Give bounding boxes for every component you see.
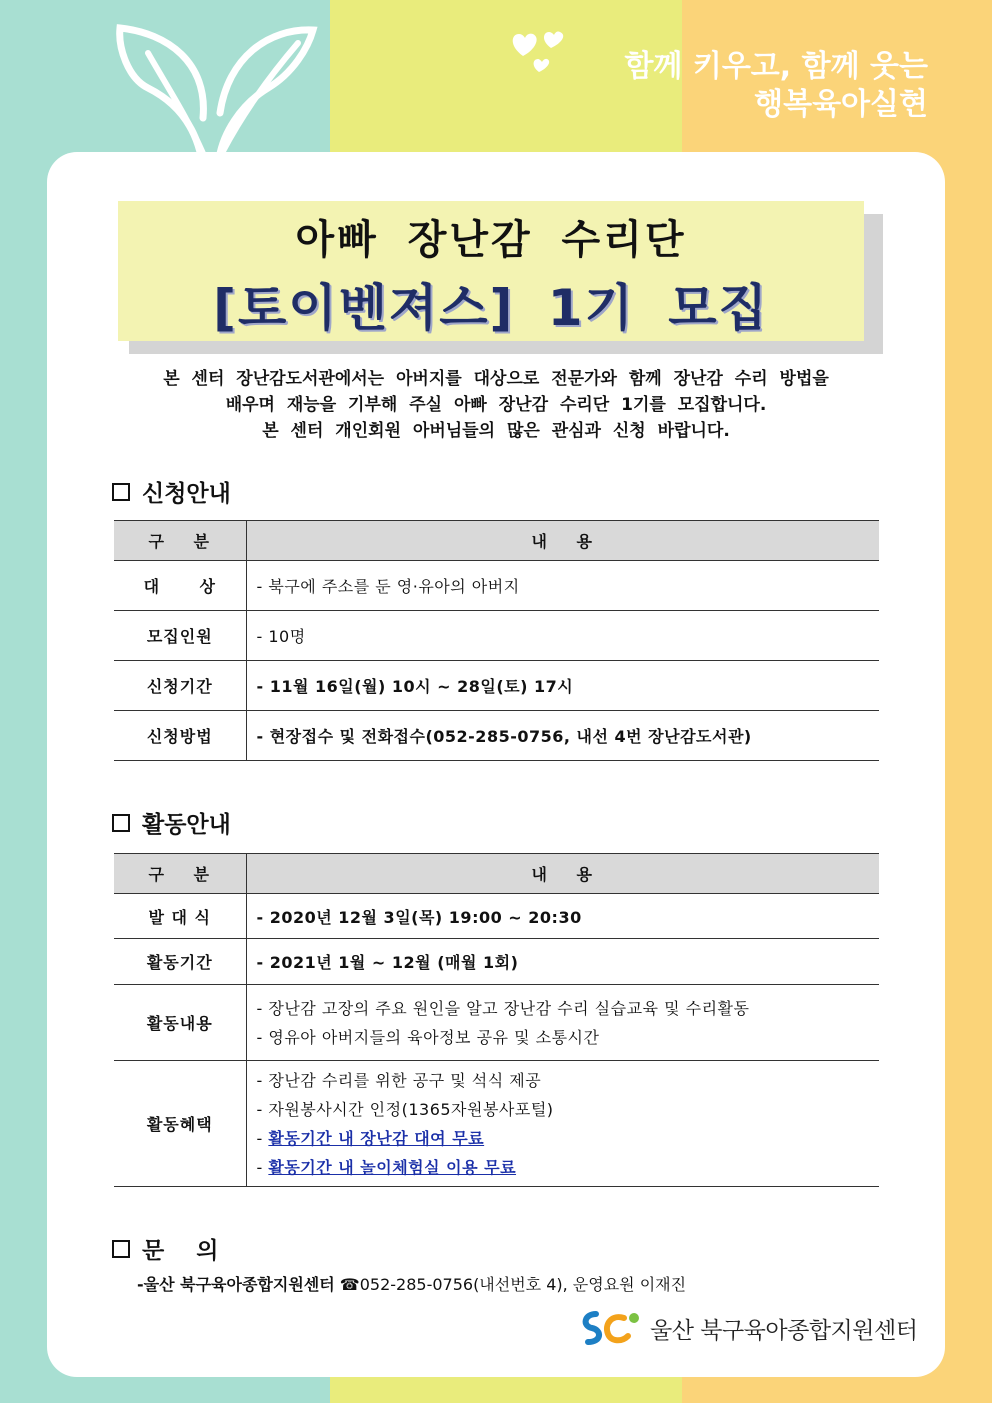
row-key: 신청방법	[114, 711, 246, 761]
title-line1: 아빠 장난감 수리단	[295, 217, 687, 263]
activity-heading-text: 활동안내	[142, 812, 231, 838]
benefit-line3	[257, 1124, 880, 1153]
intro-line1: 본 센터 장난감도서관에서는 아버지를 대상으로 전문가와 함께 장난감 수리 방법을	[163, 369, 829, 389]
benefit-line2: - 자원봉사시간 인정(1365자원봉사포털)	[256, 1099, 554, 1119]
benefit-playroom-link[interactable]: 활동기간 내 놀이체험실 이용 무료	[268, 1157, 517, 1177]
benefit-line3-prefix: -	[256, 1128, 269, 1148]
table-row	[114, 894, 879, 939]
inquiry-section-heading	[112, 1232, 218, 1265]
slogan-line1: 함께 키우고, 함께 웃는	[624, 49, 928, 84]
header-content: 내 용	[246, 854, 879, 894]
row-key: 모집인원	[114, 611, 246, 661]
row-value	[246, 985, 879, 1061]
table-row	[114, 711, 879, 761]
intro-text	[80, 366, 912, 444]
table-row	[114, 661, 879, 711]
title-line2: [토이벤져스] 1기 모집	[213, 279, 769, 337]
apply-table	[114, 520, 879, 761]
row-value	[246, 1061, 879, 1187]
footer-center-name: 울산 북구육아종합지원센터	[650, 1317, 918, 1344]
apply-heading-text: 신청안내	[142, 481, 231, 507]
table-header-row	[114, 854, 879, 894]
table-row	[114, 1061, 879, 1187]
inquiry-heading-text: 문 의	[142, 1238, 219, 1264]
table-row	[114, 985, 879, 1061]
row-key: 활동기간	[114, 939, 246, 985]
row-value: - 현장접수 및 전화접수(052-285-0756, 내선 4번 장난감도서관)	[246, 711, 879, 761]
row-key: 대 상	[114, 561, 246, 611]
slogan-line2: 행복육아실현	[754, 87, 928, 122]
activity-section-heading	[112, 806, 231, 839]
benefit-line1: - 장난감 수리를 위한 공구 및 석식 제공	[256, 1070, 542, 1090]
slogan	[624, 48, 928, 124]
contact-org: -울산 북구육아종합지원센터	[137, 1275, 335, 1294]
row-value: - 2021년 1월 ~ 12월 (매월 1회)	[246, 939, 879, 985]
row-key: 발 대 식	[114, 894, 246, 939]
row-key: 활동내용	[114, 985, 246, 1061]
intro-line3: 본 센터 개인회원 아버님들의 많은 관심과 신청 바랍니다.	[262, 421, 730, 441]
benefit-line4	[257, 1153, 880, 1182]
leaf-sprout-icon	[108, 18, 318, 168]
table-row	[114, 939, 879, 985]
table-row	[114, 561, 879, 611]
row-value: - 10명	[246, 611, 879, 661]
contact-line	[137, 1272, 686, 1295]
table-header-row	[114, 521, 879, 561]
footer-logo	[580, 1308, 917, 1348]
checkbox-square-icon	[112, 1240, 130, 1258]
row-value: - 2020년 12월 3일(목) 19:00 ~ 20:30	[246, 894, 879, 939]
hearts-icon	[505, 26, 575, 76]
benefit-toy-rental-link[interactable]: 활동기간 내 장난감 대여 무료	[268, 1128, 485, 1148]
activity-table	[114, 853, 879, 1187]
center-logo-icon	[580, 1308, 642, 1348]
table-row	[114, 611, 879, 661]
checkbox-square-icon	[112, 483, 130, 501]
row-key: 활동혜택	[114, 1061, 246, 1187]
header-category: 구 분	[114, 521, 246, 561]
benefit-line4-prefix: -	[256, 1157, 269, 1177]
header-content: 내 용	[246, 521, 879, 561]
contact-detail: 052-285-0756(내선번호 4), 운영요원 이재진	[359, 1275, 687, 1294]
header-category: 구 분	[114, 854, 246, 894]
phone-icon: ☎	[339, 1275, 360, 1294]
checkbox-square-icon	[112, 814, 130, 832]
row-value: - 11월 16일(월) 10시 ~ 28일(토) 17시	[246, 661, 879, 711]
intro-line2: 배우며 재능을 기부해 주실 아빠 장난감 수리단 1기를 모집합니다.	[225, 395, 767, 415]
row-value: - 북구에 주소를 둔 영·유아의 아버지	[246, 561, 879, 611]
content-line1: - 장난감 고장의 주요 원인을 알고 장난감 수리 실습교육 및 수리활동	[256, 998, 750, 1018]
apply-section-heading	[112, 475, 231, 508]
content-line2: - 영유아 아버지들의 육아정보 공유 및 소통시간	[256, 1027, 600, 1047]
row-key: 신청기간	[114, 661, 246, 711]
